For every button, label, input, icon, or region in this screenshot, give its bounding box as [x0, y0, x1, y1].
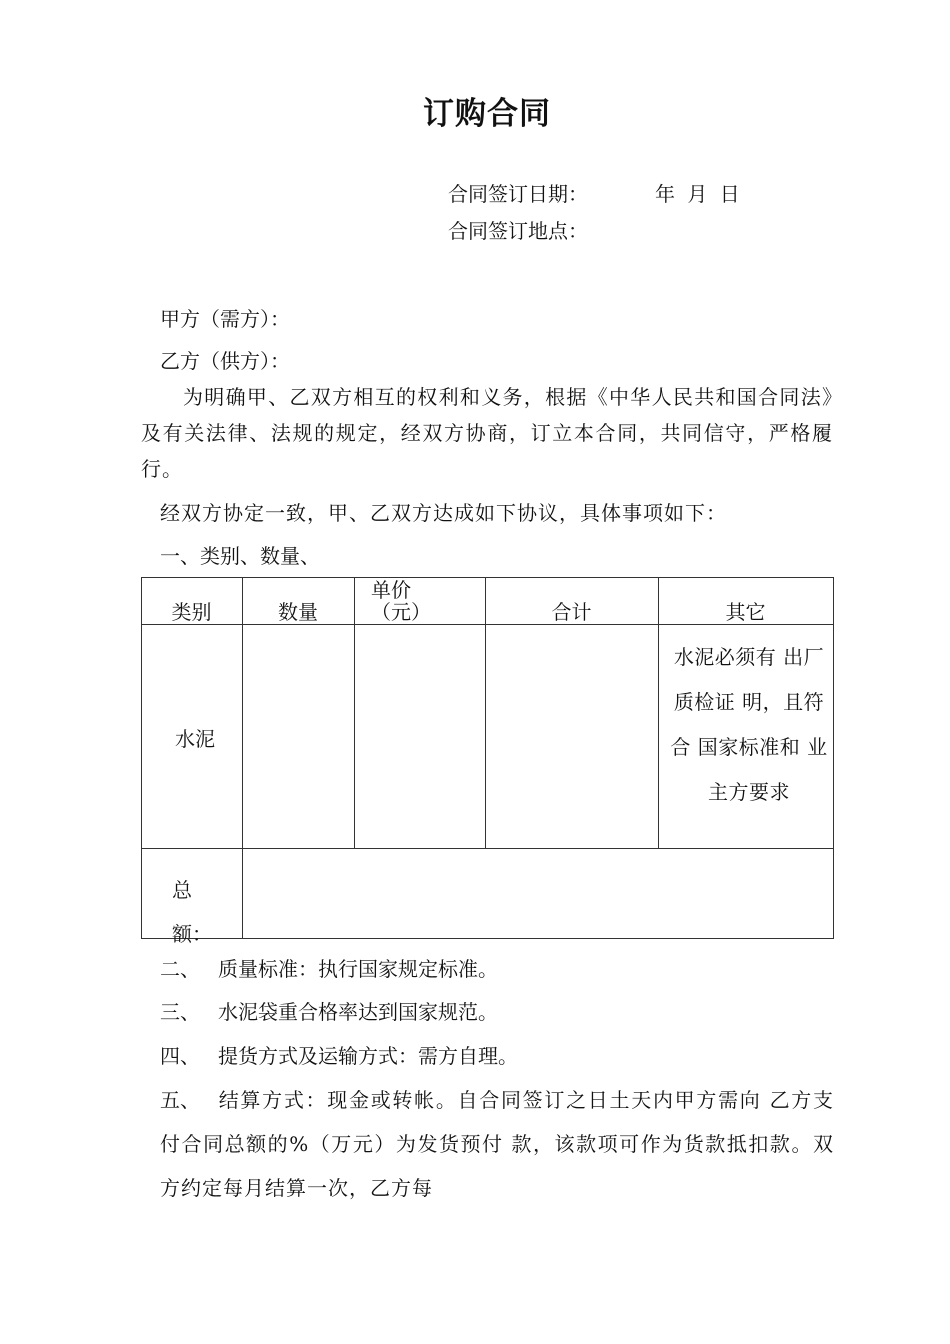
header-total: 合计 [551, 600, 592, 624]
sign-date-value: 年 月 日 [655, 182, 740, 206]
party-b-label: 乙方（供方）： [160, 349, 290, 373]
intro-paragraph: 为明确甲、乙双方相互的权利和义务，根据《中华人民共和国合同法》及有关法律、法规的规定，经双方协商，订立本合同，共同信守，严格履行。 [141, 385, 833, 481]
clause-number: 四、 [160, 1044, 200, 1068]
clause-text: 提货方式及运输方式：需方自理。 [218, 1044, 518, 1068]
header-other: 其它 [725, 600, 766, 624]
table-col-divider [242, 577, 243, 939]
clause-text: 结算方式：现金或转帐。自合同签订之日土天内甲方需向 乙方支付合同总额的%（万元）为发货预付 款，该款项可作为货款抵扣款。双方约定每月结算一次，乙方每 [160, 1088, 834, 1200]
header-unit-price: 单价（元） [371, 579, 431, 624]
section-1-title: 一、类别、数量、 [160, 544, 320, 568]
header-category: 类别 [171, 600, 212, 624]
clause-number: 二、 [160, 957, 200, 981]
sign-place-label: 合同签订地点： [448, 219, 588, 243]
clause-number: 三、 [160, 1000, 200, 1024]
sign-date-label: 合同签订日期： [448, 182, 588, 206]
table-border-left [141, 577, 142, 939]
document-title: 订购合同 [423, 96, 551, 132]
table-border-top [141, 577, 834, 578]
clause-text: 水泥袋重合格率达到国家规范。 [218, 1000, 498, 1024]
row-category: 水泥 [175, 727, 215, 751]
clause-2 [160, 955, 498, 983]
clause-3 [160, 998, 498, 1026]
party-a-label: 甲方（需方）： [160, 307, 290, 331]
table-row-divider [141, 848, 834, 849]
table-border-bottom [141, 938, 834, 939]
clause-4 [160, 1042, 518, 1070]
goods-table [141, 577, 834, 946]
table-header-divider [141, 624, 834, 625]
row-other-note: 水泥必须有 出厂质检证 明，且符合 国家标准和 业主方要求 [670, 645, 828, 804]
clause-text: 质量标准：执行国家规定标准。 [218, 957, 498, 981]
table-border-right [833, 577, 834, 939]
agreement-line: 经双方协定一致，甲、乙双方达成如下协议，具体事项如下： [160, 501, 727, 525]
header-quantity: 数量 [278, 600, 318, 624]
clause-number: 五、 [160, 1088, 200, 1112]
clause-5 [160, 1078, 834, 1210]
sum-label: 总额： [172, 878, 212, 946]
table-col-divider [354, 577, 355, 849]
